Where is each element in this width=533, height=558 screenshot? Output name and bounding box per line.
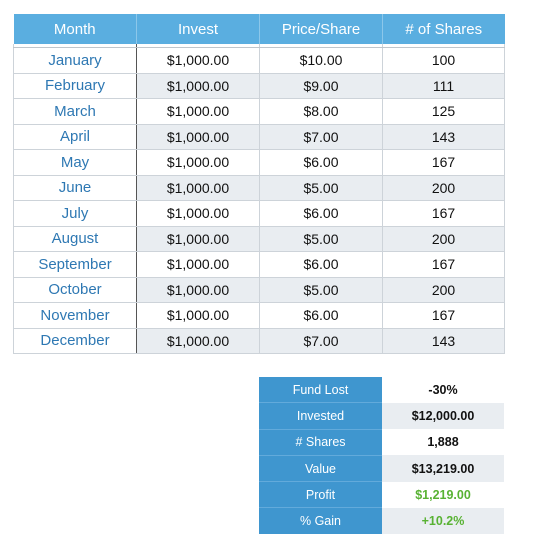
table-row (14, 277, 505, 303)
month-cell[interactable]: November (14, 303, 137, 329)
table-row (14, 303, 505, 329)
summary-label[interactable]: Profit (259, 482, 382, 508)
summary-table (259, 377, 504, 534)
invest-cell[interactable]: $1,000.00 (137, 277, 260, 303)
summary-row-percent-gain (259, 508, 504, 534)
invest-cell[interactable]: $1,000.00 (137, 303, 260, 329)
price-cell[interactable]: $7.00 (260, 124, 383, 150)
table-row (14, 175, 505, 201)
table-row (14, 226, 505, 252)
summary-value[interactable]: +10.2% (382, 508, 504, 534)
month-cell[interactable]: March (14, 99, 137, 125)
shares-cell[interactable]: 143 (383, 124, 505, 150)
invest-cell[interactable]: $1,000.00 (137, 73, 260, 99)
summary-row-value (259, 455, 504, 481)
investment-table (13, 14, 505, 354)
invest-cell[interactable]: $1,000.00 (137, 150, 260, 176)
month-cell[interactable]: April (14, 124, 137, 150)
summary-row-shares (259, 429, 504, 455)
month-cell[interactable]: January (14, 48, 137, 74)
month-cell[interactable]: February (14, 73, 137, 99)
price-cell[interactable]: $6.00 (260, 252, 383, 278)
invest-cell[interactable]: $1,000.00 (137, 252, 260, 278)
shares-cell[interactable]: 167 (383, 150, 505, 176)
price-cell[interactable]: $7.00 (260, 328, 383, 354)
price-cell[interactable]: $6.00 (260, 201, 383, 227)
summary-value[interactable]: $12,000.00 (382, 403, 504, 429)
summary-value[interactable]: $1,219.00 (415, 487, 471, 502)
summary-label[interactable]: Value (259, 455, 382, 481)
table-row (14, 150, 505, 176)
table-row (14, 99, 505, 125)
month-cell[interactable]: December (14, 328, 137, 354)
invest-cell[interactable]: $1,000.00 (137, 175, 260, 201)
shares-cell[interactable]: 200 (383, 226, 505, 252)
header-month[interactable]: Month (14, 14, 137, 44)
month-cell[interactable]: May (14, 150, 137, 176)
table-row (14, 73, 505, 99)
invest-cell[interactable]: $1,000.00 (137, 48, 260, 74)
table-row (14, 252, 505, 278)
month-cell[interactable]: June (14, 175, 137, 201)
summary-row-fund-lost (259, 377, 504, 403)
price-cell[interactable]: $6.00 (260, 303, 383, 329)
shares-cell[interactable]: 167 (383, 303, 505, 329)
table-header-row (14, 14, 505, 44)
price-cell[interactable]: $5.00 (260, 277, 383, 303)
price-cell[interactable]: $6.00 (260, 150, 383, 176)
table-row (14, 48, 505, 74)
summary-row-profit (259, 482, 504, 508)
shares-cell[interactable]: 200 (383, 277, 505, 303)
summary-label[interactable]: # Shares (259, 429, 382, 455)
shares-cell[interactable]: 167 (383, 201, 505, 227)
invest-cell[interactable]: $1,000.00 (137, 328, 260, 354)
header-price-per-share[interactable]: Price/Share (260, 14, 383, 44)
price-cell[interactable]: $8.00 (260, 99, 383, 125)
summary-label[interactable]: Fund Lost (259, 377, 382, 403)
invest-cell[interactable]: $1,000.00 (137, 201, 260, 227)
price-cell[interactable]: $5.00 (260, 175, 383, 201)
price-cell[interactable]: $10.00 (260, 48, 383, 74)
month-cell[interactable]: July (14, 201, 137, 227)
summary-label[interactable]: Invested (259, 403, 382, 429)
month-cell[interactable]: October (14, 277, 137, 303)
table-row (14, 124, 505, 150)
month-cell[interactable]: September (14, 252, 137, 278)
price-cell[interactable]: $5.00 (260, 226, 383, 252)
table-row (14, 201, 505, 227)
summary-value[interactable]: $13,219.00 (382, 455, 504, 481)
shares-cell[interactable]: 167 (383, 252, 505, 278)
summary-value[interactable]: 1,888 (427, 435, 459, 450)
shares-cell[interactable]: 100 (383, 48, 505, 74)
month-cell[interactable]: August (14, 226, 137, 252)
shares-cell[interactable]: 111 (383, 73, 505, 99)
invest-cell[interactable]: $1,000.00 (137, 99, 260, 125)
shares-cell[interactable]: 125 (383, 99, 505, 125)
summary-value[interactable]: -30% (428, 382, 458, 397)
header-number-of-shares[interactable]: # of Shares (383, 14, 505, 44)
table-row (14, 328, 505, 354)
price-cell[interactable]: $9.00 (260, 73, 383, 99)
shares-cell[interactable]: 143 (383, 328, 505, 354)
invest-cell[interactable]: $1,000.00 (137, 124, 260, 150)
header-invest[interactable]: Invest (137, 14, 260, 44)
shares-cell[interactable]: 200 (383, 175, 505, 201)
summary-label[interactable]: % Gain (259, 508, 382, 534)
invest-cell[interactable]: $1,000.00 (137, 226, 260, 252)
summary-row-invested (259, 403, 504, 429)
